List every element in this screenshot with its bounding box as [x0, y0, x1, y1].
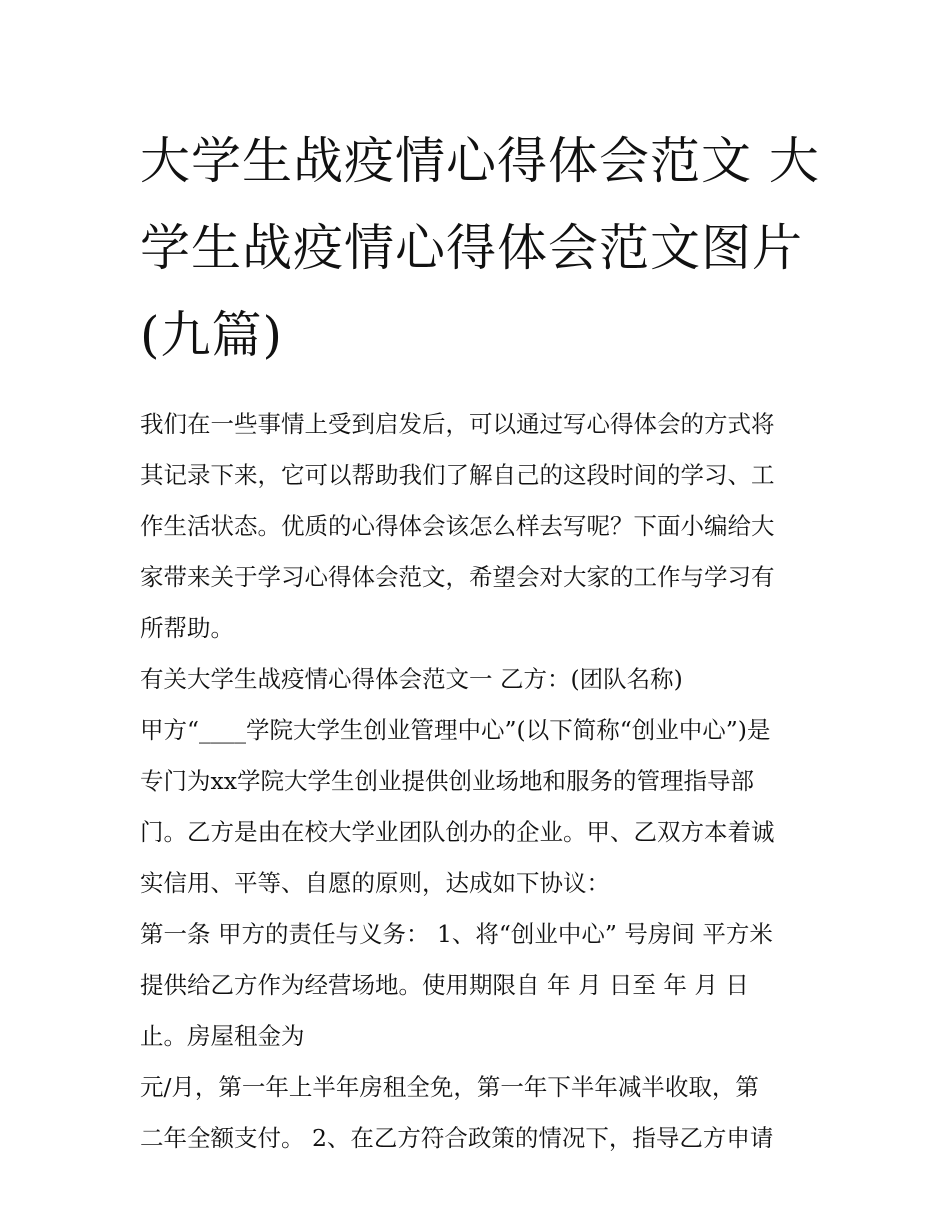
body-line: 专门为xx学院大学生创业提供创业场地和服务的管理指导部	[140, 767, 755, 795]
body-line: 止。房屋租金为	[140, 1022, 305, 1050]
body-line: 门。乙方是由在校大学业团队创办的企业。甲、乙双方本着诚	[140, 818, 775, 846]
document-page	[140, 118, 820, 1164]
body-line: 提供给乙方作为经营场地。使用期限自 年 月 日至 年 月 日	[140, 971, 749, 999]
body-line: 实信用、平等、自愿的原则，达成如下协议：	[140, 869, 610, 897]
document-body	[140, 399, 820, 1164]
body-line: 所帮助。	[140, 614, 234, 642]
title-line: 大学生战疫情心得体会范文 大	[140, 132, 820, 190]
body-line: 第一条 甲方的责任与义务： 1、将“创业中心” 号房间 平方米	[140, 920, 773, 948]
body-line: 作生活状态。优质的心得体会该怎么样去写呢？下面小编给大	[140, 512, 775, 540]
body-line: 我们在一些事情上受到启发后，可以通过写心得体会的方式将	[140, 410, 775, 438]
body-line: 有关大学生战疫情心得体会范文一 乙方：(团队名称)	[140, 665, 683, 693]
body-line: 元/月，第一年上半年房租全免，第一年下半年减半收取，第	[140, 1073, 759, 1101]
title-line: 学生战疫情心得体会范文图片	[140, 219, 803, 277]
body-line: 二年全额支付。 2、在乙方符合政策的情况下，指导乙方申请	[140, 1124, 774, 1152]
title-line: (九篇)	[140, 306, 284, 364]
body-line: 甲方“____学院大学生创业管理中心”(以下简称“创业中心”)是	[140, 716, 771, 744]
body-line: 其记录下来，它可以帮助我们了解自己的这段时间的学习、工	[140, 461, 775, 489]
document-title	[140, 118, 820, 379]
body-line: 家带来关于学习心得体会范文，希望会对大家的工作与学习有	[140, 563, 775, 591]
